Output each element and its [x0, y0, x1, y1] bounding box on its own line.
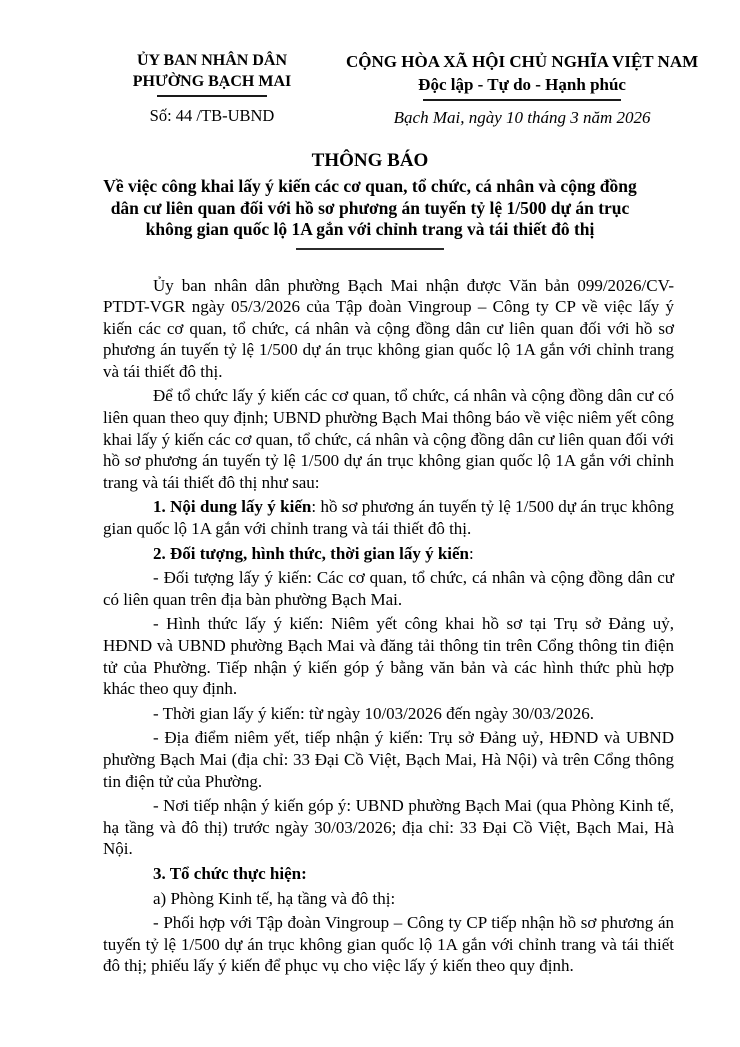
paragraph-run: - Phối hợp với Tập đoàn Vingroup – Công ty CP tiếp nhận hồ sơ phương án tuyến tỷ lệ 1/500 dự án trục không gian quốc lộ 1A gắn với chỉnh trang và tái thiết đô thị; phiếu lấy ý kiến để phục vụ cho việc lấy ý kiến theo quy định. [103, 913, 674, 976]
paragraph-run: Để tổ chức lấy ý kiến các cơ quan, tổ chức, cá nhân và cộng đồng dân cư có liên quan theo quy định; UBND phường Bạch Mai thông báo về việc niêm yết công khai lấy ý kiến các cơ quan, tổ chức, cá nhân và cộng đồng dân cư liên quan đối với hồ sơ phương án tuyến tỷ lệ 1/500 dự án trục không gian quốc lộ 1A gắn với chỉnh trang và tái thiết đô thị như sau: [103, 386, 674, 492]
national-title-line: CỘNG HÒA XÃ HỘI CHỦ NGHĨA VIỆT NAM [346, 52, 699, 71]
paragraph [103, 703, 674, 725]
document-number: Số: 44 /TB-UBND [149, 106, 275, 125]
place-date-line: Bạch Mai, ngày 10 tháng 3 năm 2026 [393, 108, 651, 127]
authority-name-line2: PHƯỜNG BẠCH MAI [132, 73, 292, 90]
paragraph-run: a) Phòng Kinh tế, hạ tầng và đô thị: [153, 888, 396, 908]
title-block [0, 150, 740, 250]
paragraph-run: - Đối tượng lấy ý kiến: Các cơ quan, tổ chức, cá nhân và cộng đồng dân cư có liên quan trên địa bàn phường Bạch Mai. [103, 568, 674, 609]
paragraph [103, 912, 674, 977]
paragraph-run: : hồ sơ phương án tuyến tỷ lệ 1/500 dự án trục không gian quốc lộ 1A gắn với chỉnh trang và tái thiết đô thị. [103, 497, 675, 539]
paragraph-run-bold: 2. Đối tượng, hình thức, thời gian lấy ý kiến [153, 543, 470, 563]
paragraph-run: : [469, 543, 474, 563]
motto-underline-rule [423, 99, 621, 101]
paragraph-run: - Địa điểm niêm yết, tiếp nhận ý kiến: Trụ sở Đảng uỷ, HĐND và UBND phường Bạch Mai (địa chỉ: 33 Đại Cồ Việt, Bạch Mai, Hà Nội) và trên Cổng thông tin điện tử của Phường. [103, 728, 674, 791]
authority-name-line1: ỦY BAN NHÂN DÂN [136, 52, 288, 69]
document-title: THÔNG BÁO [311, 150, 429, 171]
motto-line: Độc lập - Tự do - Hạnh phúc [418, 75, 626, 94]
paragraph-run: Ủy ban nhân dân phường Bạch Mai nhận được Văn bản 099/2026/CV-PTDT-VGR ngày 05/3/2026 của Tập đoàn Vingroup – Công ty CP về việc lấy ý kiến các cơ quan, tổ chức, cá nhân và cộng đồng dân cư liên quan đối với hồ sơ phương án tuyến tỷ lệ 1/500 dự án trục không gian quốc lộ 1A gắn với chỉnh trang và tái thiết đô thị. [103, 275, 674, 381]
paragraph-run-bold: 1. Nội dung lấy ý kiến [153, 497, 312, 517]
paragraph [103, 613, 674, 699]
national-motto-block [338, 50, 698, 128]
paragraph-run: - Hình thức lấy ý kiến: Niêm yết công khai hồ sơ tại Trụ sở Đảng uỷ, HĐND và UBND phường Bạch Mai và đăng tải thông tin trên Cổng thông tin điện tử của Phường. Tiếp nhận ý kiến góp ý bằng văn bản và các hình thức phù hợp khác theo quy định. [103, 614, 674, 699]
paragraph [103, 795, 674, 860]
paragraph-run-bold: 3. Tổ chức thực hiện: [153, 863, 307, 883]
paragraph [103, 275, 674, 383]
paragraph [103, 888, 674, 910]
paragraph [103, 543, 674, 565]
paragraph-run: - Thời gian lấy ý kiến: từ ngày 10/03/2026 đến ngày 30/03/2026. [153, 703, 594, 723]
paragraph [103, 496, 674, 539]
document-header [0, 0, 740, 128]
paragraph [103, 727, 674, 792]
issuing-authority-block [86, 50, 338, 126]
title-divider-rule [296, 248, 444, 250]
paragraph [103, 567, 674, 610]
paragraph [103, 863, 674, 885]
paragraph-run: - Nơi tiếp nhận ý kiến góp ý: UBND phường Bạch Mai (qua Phòng Kinh tế, hạ tầng và đô thị) trước ngày 30/03/2026; địa chỉ: 33 Đại Cồ Việt, Bạch Mai, Hà Nội. [103, 796, 674, 859]
paragraph [103, 385, 674, 493]
document-subject: Về việc công khai lấy ý kiến các cơ quan, tổ chức, cá nhân và cộng đồng dân cư liên quan đối với hồ sơ phương án tuyến tỷ lệ 1/500 dự án trục không gian quốc lộ 1A gắn với chỉnh trang và tái thiết đô thị [103, 176, 637, 239]
authority-underline-rule [157, 95, 267, 97]
document-body [0, 275, 740, 977]
